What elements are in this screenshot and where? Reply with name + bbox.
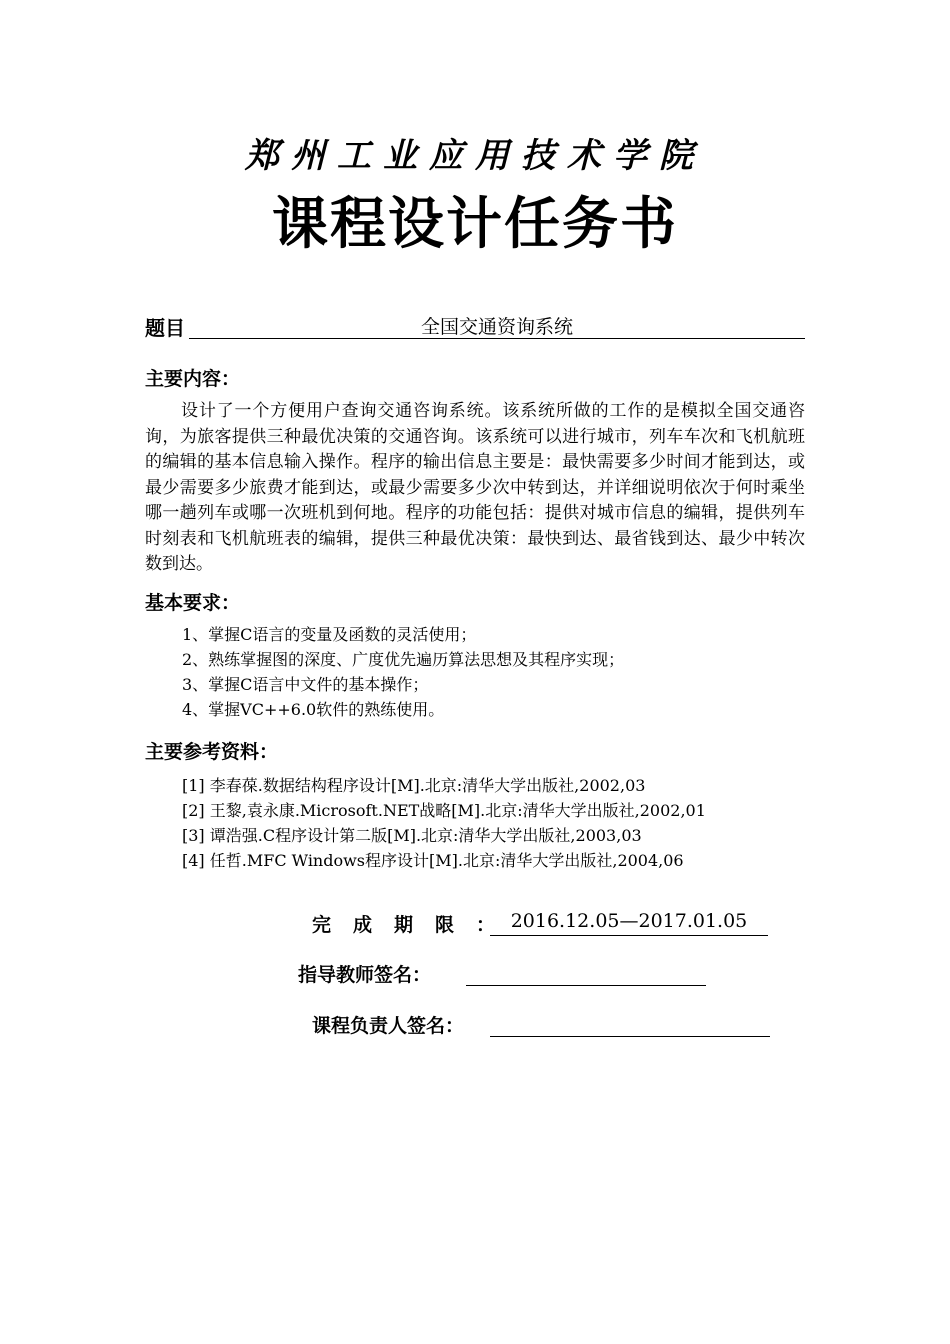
content-heading: 主要内容： xyxy=(145,368,241,390)
list-item: 4、掌握VC++6.0软件的熟练使用。 xyxy=(182,700,445,719)
school-name: 郑州工业应用技术学院 xyxy=(245,136,705,176)
list-item: 3、掌握C语言中文件的基本操作； xyxy=(182,675,429,694)
requirements-list xyxy=(182,622,624,722)
content-paragraph: 设计了一个方便用户查询交通咨询系统。该系统所做的工作的是模拟全国交通咨询，为旅客提供三种最优决策的交通咨询。该系统可以进行城市，列车车次和飞机航班的编辑的基本信息输入操作。程序的输出信息主要是：最快需要多少时间才能到达，或最少需要多少旅费才能到达，或最少需要多少次中转到达，并详细说明依次于何时乘坐哪一趟列车或哪一次班机到何地。程序的功能包括：提供对城市信息的编辑，提供列车时刻表和飞机航班表的编辑，提供三种最优决策：最快到达、最省钱到达、最少中转次数到达。 xyxy=(145,401,805,574)
list-item: [1] 李春葆.数据结构程序设计[M].北京:清华大学出版社,2002,03 xyxy=(182,776,646,795)
topic-label: 题目 xyxy=(145,316,185,340)
deadline-row xyxy=(312,910,772,940)
list-item: [3] 谭浩强.C程序设计第二版[M].北京:清华大学出版社,2003,03 xyxy=(182,826,642,845)
document-title: 课程设计任务书 xyxy=(272,192,678,257)
list-item: [2] 王黎,袁永康.Microsoft.NET战略[M].北京:清华大学出版社,2002,01 xyxy=(182,801,706,820)
list-item: 2、熟练掌握图的深度、广度优先遍历算法思想及其程序实现； xyxy=(182,650,625,669)
advisor-signature-line[interactable] xyxy=(466,960,706,986)
references-heading: 主要参考资料： xyxy=(145,741,279,763)
list-item: [4] 任哲.MFC Windows程序设计[M].北京:清华大学出版社,2004,06 xyxy=(182,851,684,870)
owner-signature-line[interactable] xyxy=(490,1011,770,1037)
topic-row xyxy=(145,312,805,344)
references-list xyxy=(182,773,706,873)
advisor-signature-label: 指导教师签名： xyxy=(298,964,432,986)
requirements-heading: 基本要求： xyxy=(145,592,241,614)
owner-signature-label: 课程负责人签名： xyxy=(312,1015,465,1037)
advisor-signature-row xyxy=(298,960,718,990)
list-item: 1、掌握C语言的变量及函数的灵活使用； xyxy=(182,625,477,644)
deadline-label: 完成期限： xyxy=(312,914,518,936)
topic-value: 全国交通资询系统 xyxy=(189,312,805,339)
owner-signature-row xyxy=(312,1011,772,1041)
deadline-value: 2016.12.05—2017.01.05 xyxy=(490,910,768,936)
